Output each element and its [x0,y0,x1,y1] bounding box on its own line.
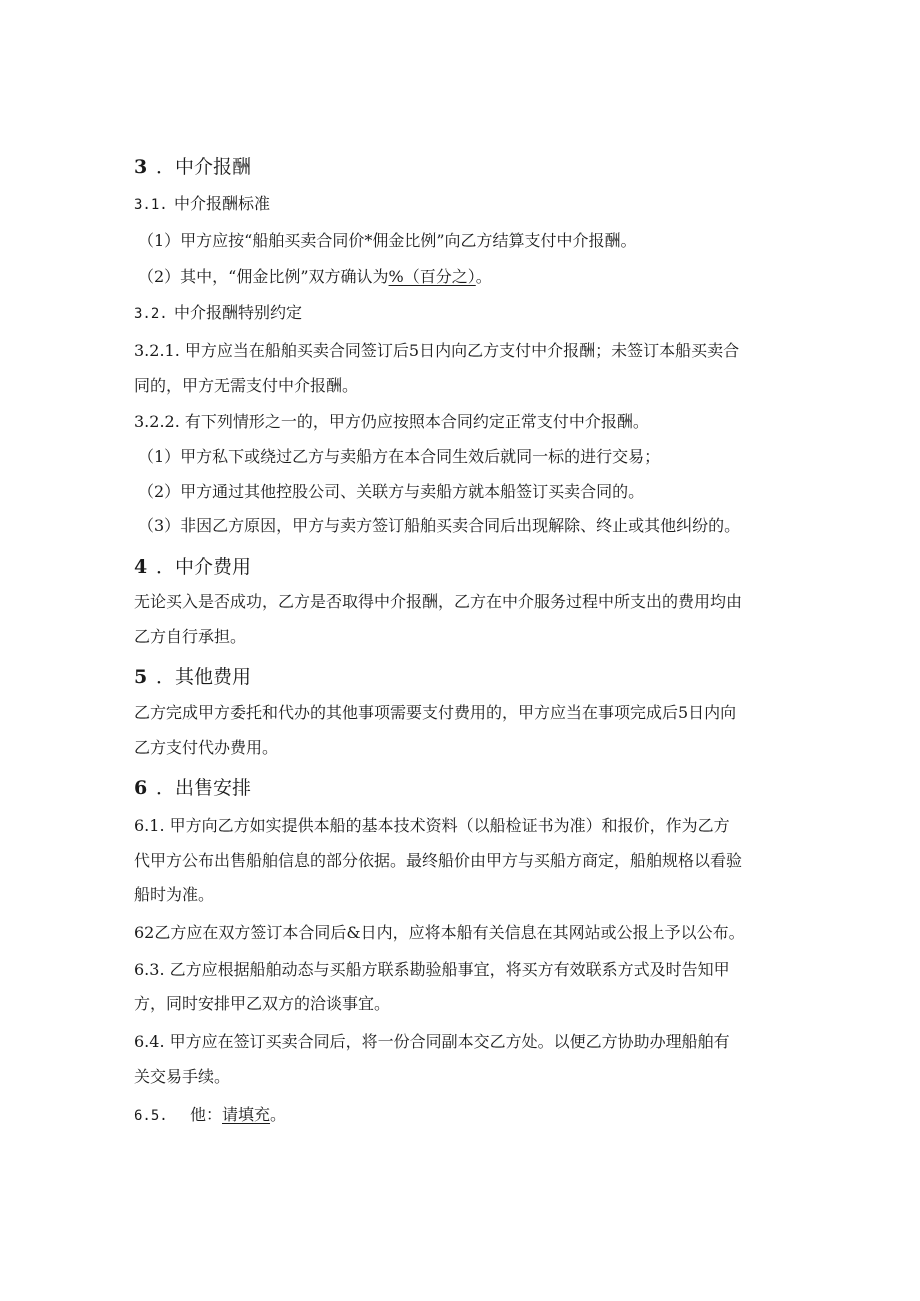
section-6-heading [134,776,251,800]
clause-3-2-1-line-1: 3.2.1. 甲方应当在船舶买卖合同签订后5日内向乙方支付中介报酬；未签订本船买卖合 [134,341,740,360]
section-4-line-1: 无论买入是否成功，乙方是否取得中介报酬，乙方在中介服务过程中所支出的费用均由 [134,592,743,611]
clause-title: 中介报酬标准 [174,194,271,213]
section-4-line-2: 乙方自行承担。 [134,627,247,646]
fill-in-blank: 请填充 [222,1105,271,1124]
section-number: 3 [134,156,148,178]
section-3-heading [134,155,251,179]
clause-6-1-line-1: 6.1. 甲方向乙方如实提供本船的基本技术资料（以船检证书为准）和报价，作为乙方 [134,816,730,835]
item-text-end: 。 [475,267,492,286]
clause-6-4-line-1: 6.4. 甲方应在签订买卖合同后，将一份合同副本交乙方处。以便乙方协助办理船舶有 [134,1032,730,1051]
clause-3-1-heading [134,193,270,216]
clause-3-2-heading [134,302,302,325]
section-title: ．中介费用 [156,556,252,578]
clause-3-2-2-item-3: （3）非因乙方原因，甲方与卖方签订船舶买卖合同后出现解除、终止或其他纠纷的。 [138,516,741,535]
section-title: ．其他费用 [156,666,252,688]
clause-text: 他： [190,1105,223,1124]
clause-text-end: 。 [270,1105,287,1124]
section-5-heading [134,665,251,689]
section-title: ．中介报酬 [156,156,252,178]
section-number: 6 [134,777,148,799]
clause-6-1-line-3: 船时为准。 [134,885,215,904]
section-5-line-2: 乙方支付代办费用。 [134,738,279,757]
clause-6-1-line-2: 代甲方公布出售船舶信息的部分依据。最终船价由甲方与买船方商定，船舶规格以看验 [134,851,743,870]
clause-6-3-line-1: 6.3. 乙方应根据船舶动态与买船方联系勘验船事宜，将买方有效联系方式及时告知甲 [134,960,730,979]
clause-3-2-2-item-2: （2）甲方通过其他控股公司、关联方与卖船方就本船签订买卖合同的。 [138,482,645,501]
section-title: ．出售安排 [156,777,252,799]
clause-number: 3.2. [134,306,168,322]
clause-number: 6.5. [134,1108,168,1124]
clause-3-2-2: 3.2.2. 有下列情形之一的，甲方仍应按照本合同约定正常支付中介报酬。 [134,412,649,431]
clause-6-3-line-2: 方，同时安排甲乙双方的洽谈事宜。 [134,994,391,1013]
section-4-heading [134,555,251,579]
clause-title: 中介报酬特别约定 [174,303,303,322]
clause-number: 3.1. [134,197,168,213]
clause-3-1-item-1: （1）甲方应按“船舶买卖合同价*佣金比例”向乙方结算支付中介报酬。 [138,231,637,250]
clause-3-1-item-2 [138,266,492,288]
section-number: 4 [134,556,148,578]
clause-3-2-1-line-2: 同的，甲方无需支付中介报酬。 [134,376,359,395]
clause-3-2-2-item-1: （1）甲方私下或绕过乙方与卖船方在本合同生效后就同一标的进行交易； [138,447,661,466]
clause-6-4-line-2: 关交易手续。 [134,1067,231,1086]
commission-ratio-blank: %（百分之） [388,267,476,286]
clause-6-5 [134,1104,286,1127]
item-text: （2）其中，“佣金比例”双方确认为 [138,267,389,286]
clause-6-2: 62乙方应在双方签订本合同后&日内，应将本船有关信息在其网站或公报上予以公布。 [134,923,745,942]
section-number: 5 [134,666,148,688]
section-5-line-1: 乙方完成甲方委托和代办的其他事项需要支付费用的，甲方应当在事项完成后5日内向 [134,703,737,722]
